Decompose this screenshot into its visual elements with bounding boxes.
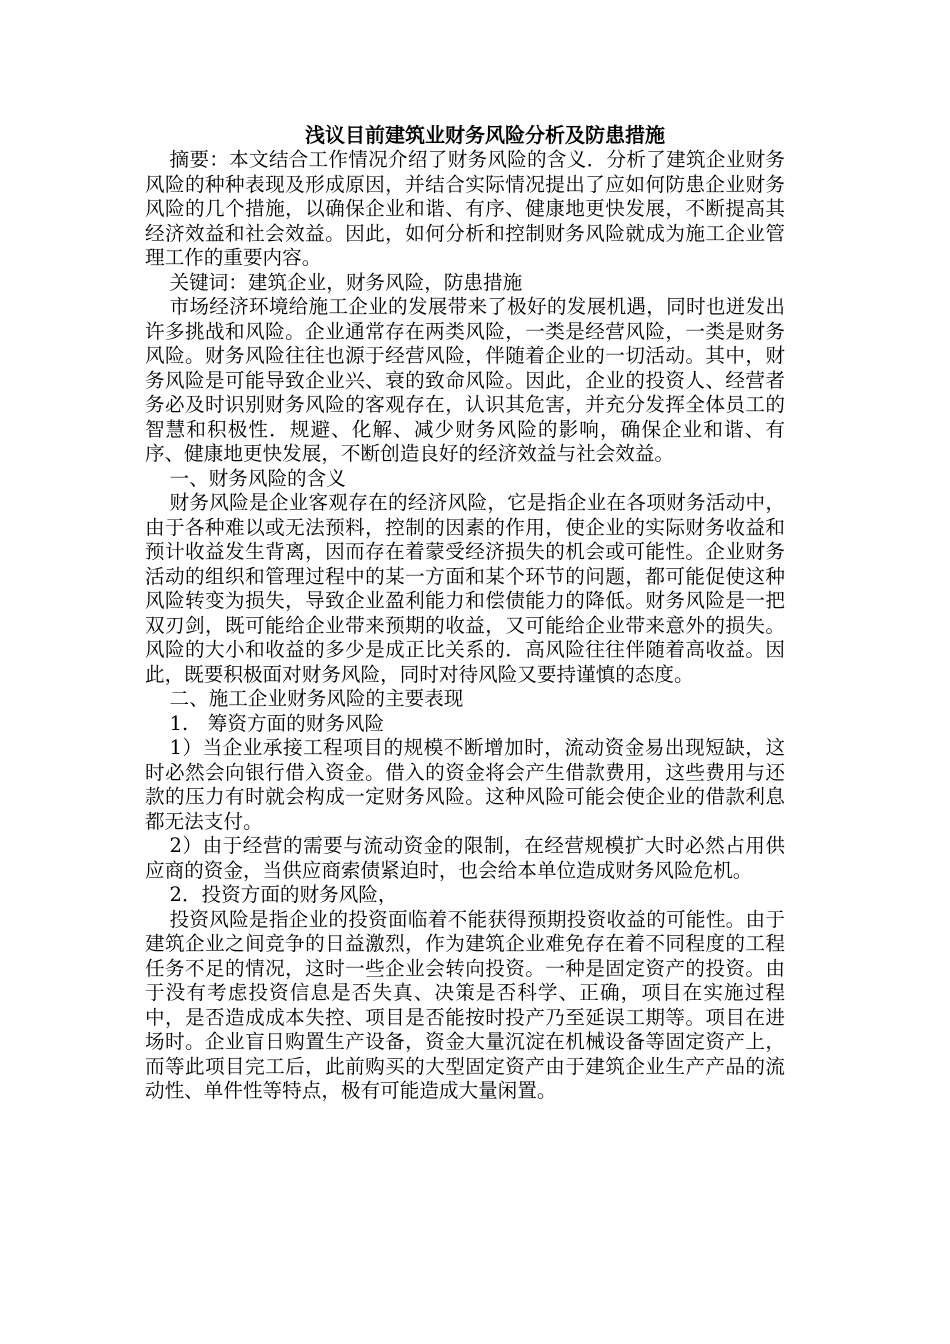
subsection-2-paragraph: 投资风险是指企业的投资面临着不能获得预期投资收益的可能性。由于建筑企业之间竞争的日益激烈，作为建筑企业难免存在着不同程度的工程任务不足的情况，这时一些企业会转向投资。一种是固定资产的投资。由于没有考虑投资信息是否失真、决策是否科学、正确，项目在实施过程中，是否造成成本失控、项目是否能按时投产乃至延误工期等。项目在进场时。企业盲日购置生产设备，资金大量沉淀在机械设备等固定资产上，而等此项目完工后，此前购买的大型固定资产由于建筑企业生产产品的流动性、单件性等特点，极有可能造成大量闲置。: [145, 907, 785, 1102]
section-2-heading: 二、施工企业财务风险的主要表现: [169, 687, 464, 710]
abstract-paragraph: 摘要：本文结合工作情况介绍了财务风险的含义．分析了建筑企业财务风险的种种表现及形成原因，并结合实际情况提出了应如何防患企业财务风险的几个措施，以确保企业和谐、有序、健康地更快发展，不断提高其经济效益和社会效益。因此，如何分析和控制财务风险就成为施工企业管理工作的重要内容。: [145, 148, 785, 269]
subsection-1-item-2: 2）由于经营的需要与流动资金的限制，在经营规模扩大时必然占用供应商的资金，当供应商索债紧迫时，也会给本单位造成财务风险危机。: [145, 834, 785, 882]
section-1-paragraph: 财务风险是企业客观存在的经济风险，它是指企业在各项财务活动中，由于各种难以或无法预料，控制的因素的作用，使企业的实际财务收益和预计收益发生背离，因而存在着蒙受经济损失的机会或可能性。企业财务活动的组织和管理过程中的某一方面和某个环节的问题，都可能促使这种风险转变为损失，导致企业盈利能力和偿债能力的降低。财务风险是一把双刃剑，既可能给企业带来预期的收益，又可能给企业带来意外的损失。风险的大小和收益的多少是成正比关系的．高风险往往伴随着高收益。因此，既要积极面对财务风险，同时对待风险又要持谨慎的态度。: [145, 491, 785, 686]
subsection-2-heading: 2．投资方面的财务风险，: [169, 883, 398, 906]
subsection-1-item-1: 1）当企业承接工程项目的规模不断增加时，流动资金易出现短缺，这时必然会向银行借入资金。借入的资金将会产生借款费用，这些费用与还款的压力有时就会构成一定财务风险。这种风险可能会使企业的借款利息都无法支付。: [145, 736, 785, 833]
subsection-1-heading: 1. 筹资方面的财务风险: [169, 711, 385, 735]
intro-paragraph: 市场经济环境给施工企业的发展带来了极好的发展机遇，同时也迸发出许多挑战和风险。企业通常存在两类风险，一类是经营风险，一类是财务风险。财务风险往往也源于经营风险，伴随着企业的一切活动。其中，财务风险是可能导致企业兴、衰的致命风险。因此，企业的投资人、经营者务必及时识别财务风险的客观存在，认识其危害，并充分发挥全体员工的智慧和积极性．规避、化解、减少财务风险的影响，确保企业和谐、有序、健康地更快发展，不断创造良好的经济效益与社会效益。: [145, 295, 785, 465]
section-1-heading: 一、财务风险的含义: [169, 466, 346, 490]
document-title: 浅议目前建筑业财务风险分析及防患措施: [305, 123, 665, 147]
keywords-line: 关键词：建筑企业，财务风险，防患措施: [169, 270, 523, 294]
document-page: [145, 122, 785, 1104]
